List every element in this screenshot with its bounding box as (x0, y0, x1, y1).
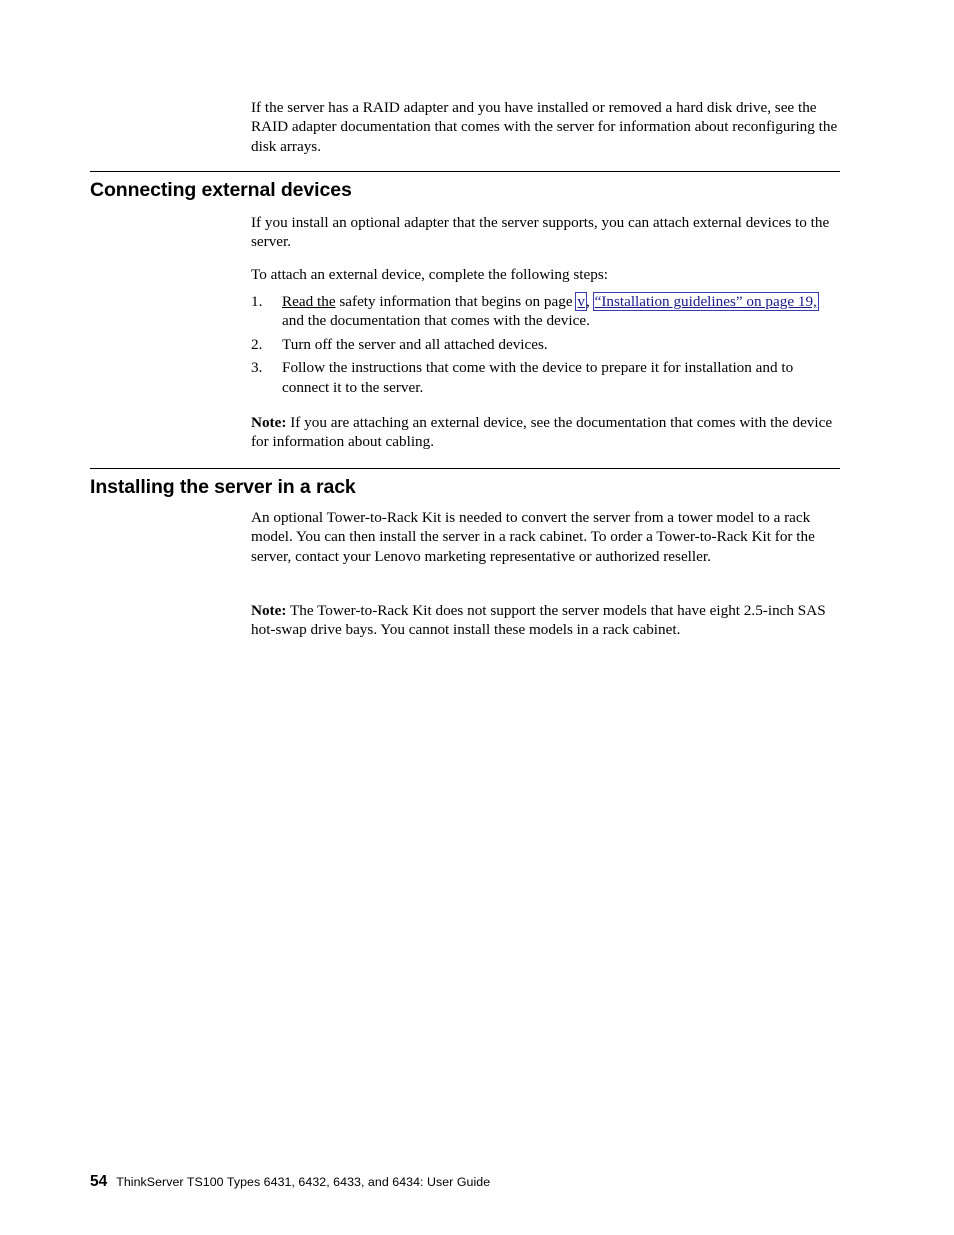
page-v-link[interactable]: v (577, 293, 585, 310)
step-number: 3. (251, 359, 263, 377)
section1-paragraph-2: To attach an external device, complete the following steps: (251, 266, 608, 283)
step-text-c: and the documentation that comes with the device. (282, 312, 590, 330)
section1-note-block (251, 413, 839, 452)
section1-paragraph-1-block (251, 213, 839, 252)
section-heading-connecting-external-devices (90, 171, 840, 202)
intro-paragraph-block (251, 98, 839, 156)
section1-paragraph-2-block (251, 265, 839, 284)
list-item (251, 358, 843, 397)
step-text-a: safety information that begins on page (335, 293, 577, 310)
note-text: The Tower-to-Rack Kit does not support the server models that have eight 2.5-inch SAS hot-swap drive bays. You cannot install these models in a rack cabinet. (251, 602, 826, 639)
note-label: Note: (251, 602, 287, 619)
intro-paragraph: If the server has a RAID adapter and you have installed or removed a hard disk drive, see the RAID adapter documentation that comes with the server for information about reconfiguring the disk arrays. (251, 99, 838, 155)
section2-paragraph-1: An optional Tower-to-Rack Kit is needed to convert the server from a tower model to a rack model. You can then install the server in a rack cabinet. To order a Tower-to-Rack Kit for the server, contact your Lenovo marketing representative or authorized reseller. (251, 509, 815, 565)
page-number: 54 (90, 1173, 108, 1190)
step-text: Follow the instructions that come with the device to prepare it for installation and to connect it to the server. (282, 359, 794, 396)
page-footer (90, 1173, 850, 1191)
section2-note-block (251, 601, 839, 640)
read-the-link[interactable]: Read the (282, 293, 336, 310)
note-text: If you are attaching an external device, see the documentation that comes with the device for information about cabling. (251, 414, 833, 451)
section-heading-label: Connecting external devices (90, 179, 352, 201)
step-number: 2. (251, 335, 263, 353)
installation-guidelines-link[interactable]: “Installation guidelines” on page 19, (594, 293, 817, 310)
footer-title: ThinkServer TS100 Types 6431, 6432, 6433, and 6434: User Guide (116, 1175, 491, 1189)
section1-note (251, 413, 839, 452)
step-number: 1. (251, 293, 263, 310)
step-text-b: , (585, 293, 594, 310)
section2-note (251, 601, 839, 640)
section1-steps-block (251, 292, 843, 401)
section-heading-installing-server-in-rack (90, 468, 840, 499)
section-heading-label: Installing the server in a rack (90, 476, 356, 498)
note-label: Note: (251, 414, 287, 431)
step-text: Turn off the server and all attached devices. (282, 335, 548, 353)
ordered-steps-list (251, 292, 843, 397)
list-item (251, 335, 843, 354)
section2-paragraph-1-block (251, 508, 841, 566)
section1-paragraph-1: If you install an optional adapter that the server supports, you can attach external devices to the server. (251, 214, 830, 251)
list-item (251, 292, 843, 331)
